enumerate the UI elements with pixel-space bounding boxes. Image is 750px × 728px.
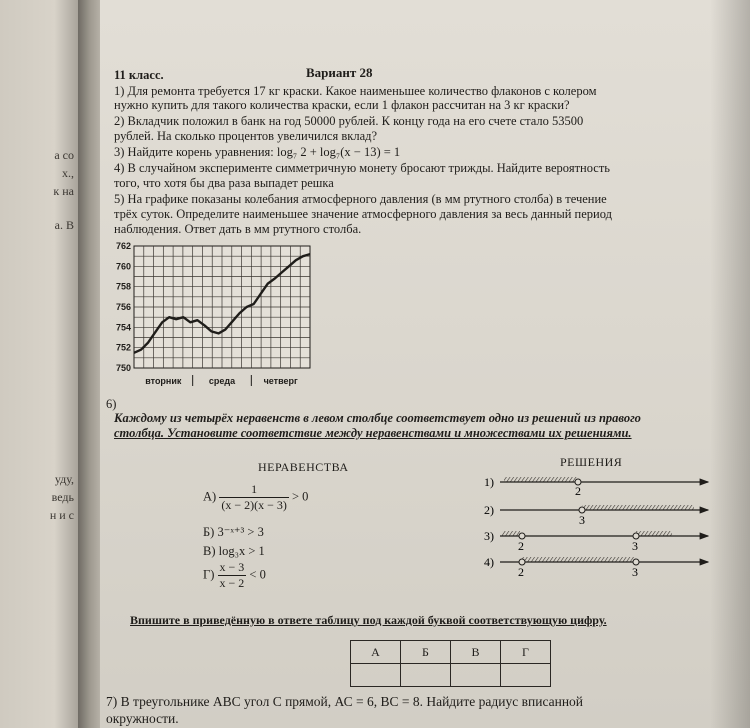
problem-2-line-2: рублей. На сколько процентов увеличился вклад?: [114, 129, 378, 143]
problem-4-line-2: того, что хотя бы два раза выпадет решка: [114, 176, 334, 190]
inequality-v: В) log₃x > 1: [203, 544, 265, 558]
solution-1-label: 1): [484, 475, 494, 489]
inequality-g-denominator: x − 2: [219, 576, 245, 590]
inequality-g-numerator: x − 3: [219, 560, 245, 574]
answer-table: [350, 640, 551, 687]
y-tick-label: 758: [115, 281, 131, 292]
x-category-label: среда: [208, 376, 236, 386]
answer-table-input-row: [351, 664, 551, 687]
left-page-fragment: ведь: [51, 490, 74, 504]
answer-header-b: Б: [401, 641, 451, 664]
problem-1-line-1: 1) Для ремонта требуется 17 кг краски. Какое наименьшее количество флаконов с колером: [114, 84, 597, 98]
answer-cell-g[interactable]: [501, 664, 551, 687]
problem-6-line-1: Каждому из четырёх неравенств в левом столбце соответствует одно из решений из правого: [114, 411, 641, 425]
left-page-fragment: к на: [53, 184, 74, 198]
grade-label: 11 класс.: [114, 68, 164, 82]
solution-4-tick-3: 3: [632, 565, 638, 579]
solution-3-tick-3: 3: [632, 539, 638, 553]
y-tick-label: 752: [115, 342, 131, 353]
y-tick-label: 760: [115, 261, 131, 272]
problem-3: 3) Найдите корень уравнения: log₇ 2 + log₇(x − 13) = 1: [114, 145, 401, 159]
x-category-label: четверг: [263, 376, 298, 386]
inequality-a-numerator: 1: [219, 482, 289, 498]
y-tick-label: 754: [115, 322, 131, 333]
answer-cell-a[interactable]: [351, 664, 401, 687]
answer-table-header-row: [351, 641, 551, 664]
solution-3-label: 3): [484, 529, 494, 543]
solution-4-tick-2: 2: [518, 565, 524, 579]
answer-header-v: В: [451, 641, 501, 664]
x-category-label: вторник: [145, 376, 182, 386]
solution-3-shading-left: [502, 531, 520, 536]
left-page-fragment: а со: [54, 148, 74, 162]
inequalities-heading: НЕРАВЕНСТВА: [258, 460, 349, 474]
inequality-b: Б) 3⁻ˣ⁺³ > 3: [203, 525, 264, 539]
left-page-fragment: уду,: [54, 472, 74, 486]
y-tick-label: 750: [115, 363, 131, 373]
variant-title: Вариант 28: [306, 65, 373, 80]
problem-6-line-2: столбца. Установите соответствие между неравенствами и множествами их решениями.: [114, 426, 632, 440]
pressure-chart: [108, 240, 323, 400]
solution-2-shading: [582, 505, 694, 510]
pressure-chart-svg: [108, 240, 323, 395]
problem-5-line-1: 5) На графике показаны колебания атмосферного давления (в мм ртутного столба) в течение: [114, 192, 607, 206]
inequality-a-denominator: (x − 2)(x − 3): [221, 498, 287, 512]
solution-4-label: 4): [484, 555, 494, 569]
answer-header-g: Г: [501, 641, 551, 664]
solutions-heading: РЕШЕНИЯ: [560, 455, 623, 469]
left-page: [0, 0, 78, 728]
solution-2-label: 2): [484, 503, 494, 517]
problem-6-footer: Впишите в приведённую в ответе таблицу под каждой буквой соответствующую цифру.: [130, 613, 607, 627]
answer-cell-b[interactable]: [401, 664, 451, 687]
problem-1-line-2: нужно купить для такого количества краски, если 1 флакон рассчитан на 3 кг краски?: [114, 98, 570, 112]
problem-5-line-2: трёх суток. Определите наименьшее значение атмосферного давления за весь данный период: [114, 207, 612, 221]
solution-2-tick: 3: [579, 513, 585, 527]
problem-7-line-2: окружности.: [106, 711, 179, 726]
problem-4-line-1: 4) В случайном эксперименте симметричную монету бросают трижды. Найдите вероятность: [114, 161, 610, 175]
answer-cell-v[interactable]: [451, 664, 501, 687]
solution-1-shading: [504, 477, 578, 482]
solution-4-shading: [522, 557, 636, 562]
solution-1-tick: 2: [575, 484, 581, 498]
solution-3-tick-2: 2: [518, 539, 524, 553]
exam-page: [100, 0, 750, 728]
problem-2-line-1: 2) Вкладчик положил в банк на год 50000 рублей. К концу года на его счете стало 53500: [114, 114, 584, 128]
problem-7-line-1: 7) В треугольнике АВС угол С прямой, АС = 6, ВС = 8. Найдите радиус вписанной: [106, 694, 584, 709]
problem-6-number: 6): [106, 397, 117, 411]
left-page-fragment: а. В: [54, 218, 74, 232]
solutions-number-lines: [478, 470, 718, 585]
inequality-a: А) $\frac{1}{(x - 2)(x - 3)}$ > 0: [203, 482, 309, 512]
solution-3-shading-right: [636, 531, 672, 536]
inequality-g: Г) $\frac{x - 3}{x - 2}$ < 0: [203, 560, 266, 590]
left-page-fragment: н и с: [49, 508, 74, 522]
y-tick-label: 756: [115, 302, 131, 312]
answer-header-a: А: [351, 641, 401, 664]
problem-5-line-3: наблюдения. Ответ дать в мм ртутного столба.: [114, 222, 362, 236]
y-tick-label: 762: [115, 241, 131, 251]
left-page-fragment: х.,: [62, 166, 74, 180]
